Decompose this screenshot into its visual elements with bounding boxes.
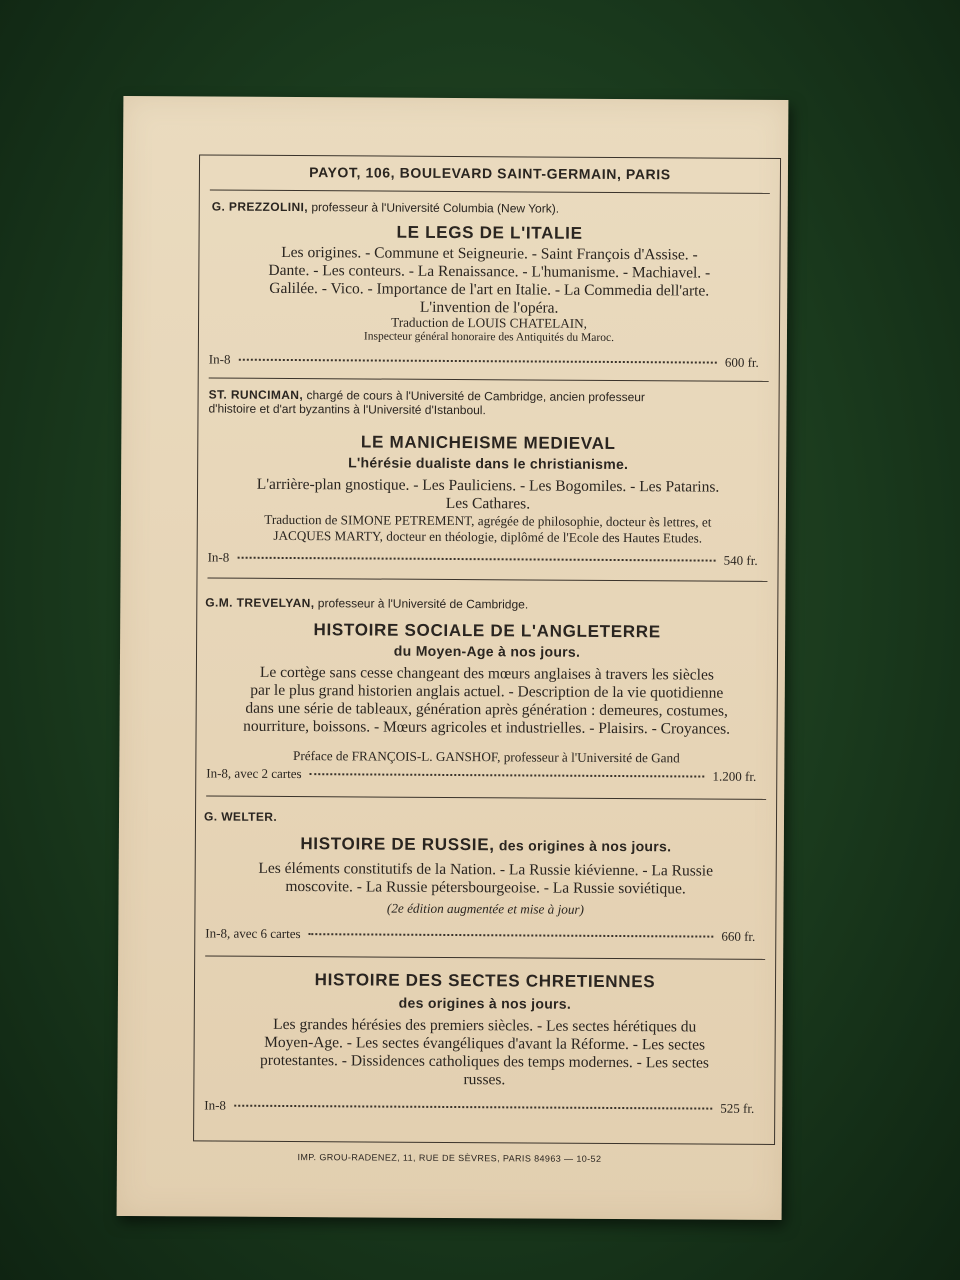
- leader-dots: [237, 557, 715, 562]
- author-line: [212, 200, 559, 216]
- divider: [207, 578, 767, 582]
- edition-note: (2e édition augmentée et mise à jour): [386, 900, 585, 917]
- divider: [206, 795, 766, 799]
- description-line: dans une série de tableaux, génération après génération : demeures, costumes,: [245, 699, 728, 720]
- description-line: Les éléments constitutifs de la Nation. - La Russie kiévienne. - La Russie: [258, 859, 714, 880]
- format-label: In-8: [207, 549, 230, 565]
- preface-credit: Préface de FRANÇOIS-L. GANSHOF, professeur à l'Université de Gand: [293, 748, 680, 766]
- description-line: Le cortège sans cesse changeant des mœurs anglaises à travers les siècles: [259, 663, 714, 684]
- author-line: [204, 809, 277, 823]
- description-line: nourriture, boissons. - Mœurs agricoles et industrielles. - Plaisirs. - Croyances.: [243, 717, 731, 738]
- book-subtitle: des origines à nos jours.: [398, 994, 572, 1012]
- divider: [205, 955, 765, 959]
- price-line: [206, 765, 756, 784]
- divider: [210, 190, 770, 194]
- description-line: Moyen-Age. - Les sectes évangéliques d'avant la Réforme. - Les sectes: [264, 1033, 706, 1054]
- description-line: par le plus grand historien anglais actuel. - Description de la vie quotidienne: [250, 681, 724, 702]
- translator-title: Inspecteur général honoraire des Antiquités du Maroc.: [363, 330, 615, 344]
- author-name: G. WELTER.: [203, 809, 278, 824]
- description-line: Les grandes hérésies des premiers siècles. - Les sectes hérétiques du: [273, 1015, 697, 1036]
- leader-dots: [310, 773, 705, 777]
- divider: [209, 378, 769, 382]
- format-label: In-8, avec 2 cartes: [206, 765, 302, 782]
- description-line: Les origines. - Commune et Seigneurie. - Saint François d'Assise. -: [281, 243, 698, 264]
- leader-dots: [234, 1105, 712, 1110]
- price-line: [204, 1097, 754, 1116]
- description-line: protestantes. - Dissidences catholiques des temps modernes. - Les sectes: [260, 1051, 710, 1072]
- book-title: HISTOIRE SOCIALE DE L'ANGLETERRE: [313, 620, 661, 642]
- book-subtitle: L'hérésie dualiste dans le christianisme.: [348, 454, 629, 473]
- author-name: G.M. TREVELYAN,: [205, 595, 315, 611]
- description-line: russes.: [463, 1071, 506, 1089]
- book-back-cover: [117, 96, 789, 1220]
- author-name: G. PREZZOLINI,: [211, 199, 309, 215]
- translator-credit: JACQUES MARTY, docteur en théologie, diplômé de l'Ecole des Hautes Etudes.: [273, 527, 703, 546]
- price: 525 fr.: [720, 1100, 755, 1116]
- price-line: [208, 550, 758, 569]
- leader-dots: [238, 359, 716, 364]
- translator-credit: Traduction de LOUIS CHATELAIN,: [391, 314, 588, 331]
- price-line: [205, 925, 755, 944]
- author-line: [205, 595, 528, 611]
- description-line: Les Cathares.: [445, 494, 531, 513]
- author-role: professeur à l'Université Columbia (New York).: [307, 200, 560, 216]
- format-label: In-8: [208, 351, 231, 367]
- author-name: ST. RUNCIMAN,: [208, 387, 304, 403]
- printer-imprint: IMP. GROU-RADENEZ, 11, RUE DE SÈVRES, PARIS 84963 — 10-52: [297, 1152, 602, 1164]
- description-line: moscovite. - La Russie pétersbourgeoise. - La Russie soviétique.: [285, 877, 686, 898]
- description-line: Dante. - Les conteurs. - La Renaissance. - L'humanisme. - Machiavel. -: [268, 261, 711, 282]
- translator-credit: Traduction de SIMONE PETREMENT, agrégée de philosophie, docteur ès lettres, et: [264, 511, 712, 530]
- price-line: [209, 352, 759, 371]
- publisher-header: PAYOT, 106, BOULEVARD SAINT-GERMAIN, PARIS: [309, 164, 671, 183]
- author-role-line: d'histoire et d'art byzantins à l'Université d'Istanboul.: [208, 401, 486, 418]
- author-role: chargé de cours à l'Université de Cambridge, ancien professeur: [303, 388, 645, 405]
- description-line: Galilée. - Vico. - Importance de l'art en Italie. - La Commedia dell'arte.: [269, 279, 710, 300]
- book-title-line: [196, 833, 776, 857]
- book-title: LE MANICHEISME MEDIEVAL: [360, 432, 616, 453]
- price: 540 fr.: [723, 552, 758, 568]
- catalog-frame: [193, 154, 781, 1145]
- book-title-suffix: des origines à nos jours.: [494, 837, 672, 855]
- book-title: HISTOIRE DE RUSSIE,: [300, 834, 495, 855]
- book-title: HISTOIRE DES SECTES CHRETIENNES: [314, 970, 656, 992]
- leader-dots: [309, 933, 714, 937]
- book-subtitle: du Moyen-Age à nos jours.: [393, 642, 581, 660]
- price: 660 fr.: [721, 928, 756, 944]
- price: 600 fr.: [724, 354, 759, 370]
- book-title: LE LEGS DE L'ITALIE: [396, 222, 583, 243]
- description-line: L'invention de l'opéra.: [419, 298, 559, 317]
- format-label: In-8, avec 6 cartes: [205, 925, 301, 942]
- description-line: L'arrière-plan gnostique. - Les Pauliciens. - Les Bogomiles. - Les Patarins.: [256, 475, 720, 496]
- author-role: professeur à l'Université de Cambridge.: [314, 596, 529, 612]
- format-label: In-8: [204, 1097, 226, 1113]
- price: 1.200 fr.: [712, 768, 757, 784]
